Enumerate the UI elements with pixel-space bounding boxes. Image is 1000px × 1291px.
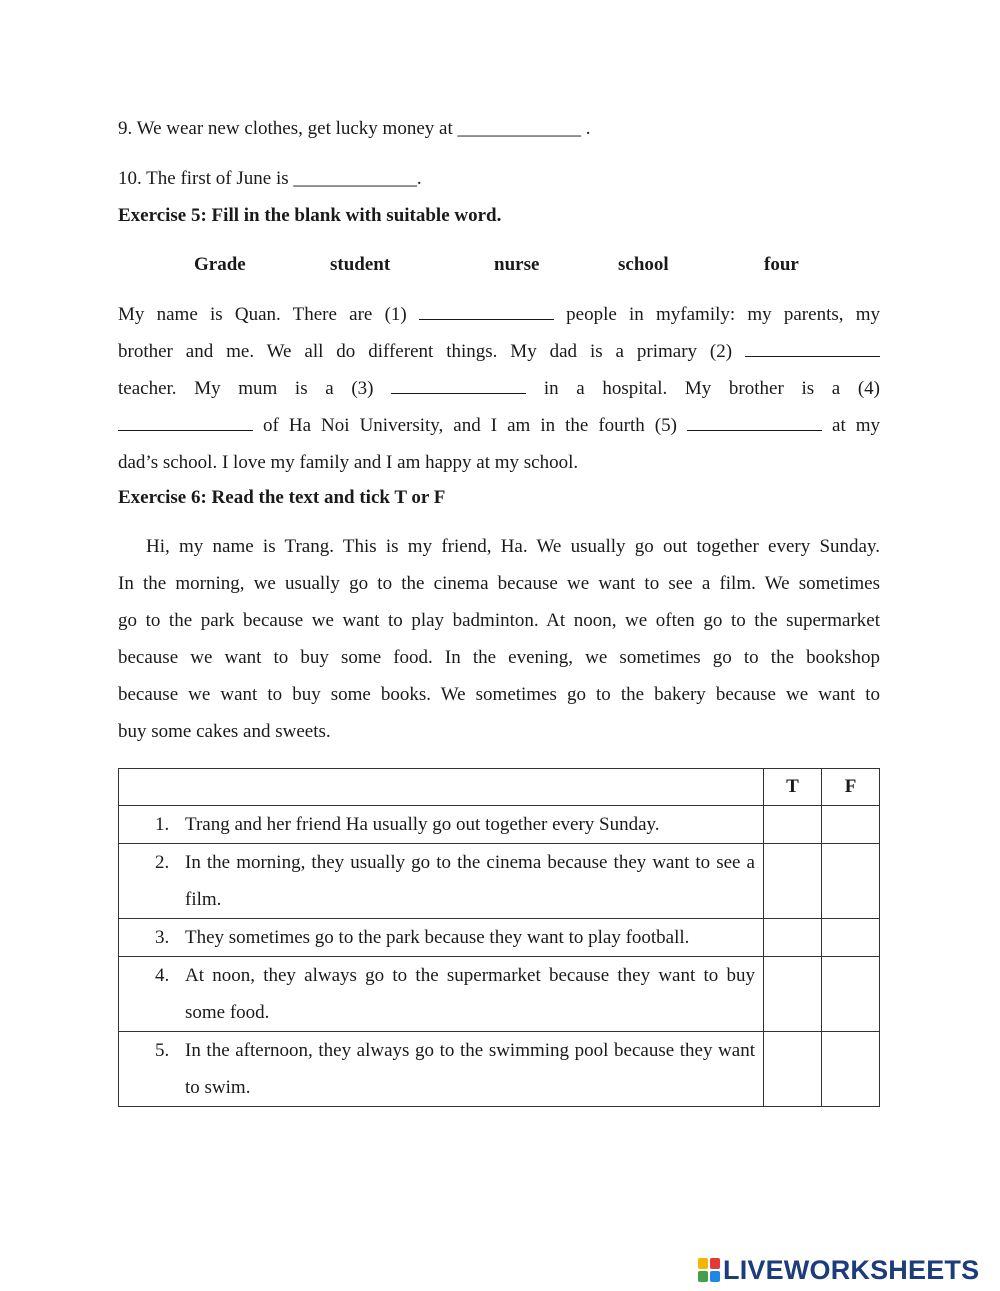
word-bank-school: school <box>618 254 669 275</box>
tick-t-3[interactable] <box>764 919 822 957</box>
passage-text: of Ha Noi University, and I am in the fourth (5) <box>263 415 677 436</box>
word-bank-four: four <box>764 254 799 275</box>
statement-text: At noon, they always go to the supermarket because they want to buy some food. <box>185 965 755 1023</box>
tick-f-5[interactable] <box>822 1032 880 1107</box>
blank-5[interactable] <box>687 416 822 431</box>
table-row <box>119 1032 880 1107</box>
statement-text: In the morning, they usually go to the cinema because they want to see a film. <box>185 852 755 910</box>
passage-text: My name is Quan. There are (1) <box>118 304 407 325</box>
blank-4[interactable] <box>118 416 253 431</box>
table-row <box>119 919 880 957</box>
passage-text: in a hospital. My brother is a (4) <box>543 378 880 399</box>
passage-text: go to the park because we want to play badminton. At noon, we often go to the supermarket <box>118 610 880 631</box>
statement-text: In the afternoon, they always go to the swimming pool because they want to swim. <box>185 1040 755 1098</box>
tick-f-4[interactable] <box>822 957 880 1032</box>
true-false-table <box>118 768 880 1107</box>
exercise-6-heading: Exercise 6: Read the text and tick T or F <box>118 487 446 508</box>
tick-t-2[interactable] <box>764 844 822 919</box>
statement-number: 1. <box>155 814 170 835</box>
blank-1[interactable] <box>419 305 554 320</box>
table-header-row <box>119 769 880 806</box>
header-f: F <box>822 769 880 806</box>
passage-text: In the morning, we usually go to the cinema because we want to see a film. We sometimes <box>118 573 880 594</box>
statement-number: 5. <box>155 1040 170 1061</box>
logo-text: LIVEWORKSHEETS <box>723 1254 980 1285</box>
tick-t-5[interactable] <box>764 1032 822 1107</box>
exercise-5-passage <box>118 296 880 481</box>
logo-blocks-icon <box>698 1258 720 1282</box>
table-row <box>119 844 880 919</box>
passage-text: buy some cakes and sweets. <box>118 721 331 742</box>
liveworksheets-logo <box>698 1254 979 1286</box>
header-blank-cell <box>119 769 764 806</box>
header-t: T <box>764 769 822 806</box>
blank-3[interactable] <box>391 379 526 394</box>
statement-number: 2. <box>155 852 170 873</box>
passage-text: brother and me. We all do different things. My dad is a primary (2) <box>118 341 733 362</box>
passage-text: teacher. My mum is a (3) <box>118 378 374 399</box>
table-row <box>119 957 880 1032</box>
passage-text: dad’s school. I love my family and I am happy at my school. <box>118 452 579 473</box>
question-10: 10. The first of June is _____________. <box>118 168 422 189</box>
statement-number: 4. <box>155 965 170 986</box>
tick-f-1[interactable] <box>822 806 880 844</box>
statement-cell <box>119 919 764 957</box>
exercise-6-passage <box>118 528 880 750</box>
tick-t-4[interactable] <box>764 957 822 1032</box>
word-bank-nurse: nurse <box>494 254 540 275</box>
passage-text: because we want to buy some food. In the evening, we sometimes go to the bookshop <box>118 647 880 668</box>
passage-text: people in myfamily: my parents, my <box>566 304 880 325</box>
word-bank-student: student <box>330 254 391 275</box>
tick-f-2[interactable] <box>822 844 880 919</box>
exercise-5-heading: Exercise 5: Fill in the blank with suitable word. <box>118 205 502 226</box>
blank-2[interactable] <box>745 342 880 357</box>
statement-text: Trang and her friend Ha usually go out together every Sunday. <box>185 814 660 835</box>
statement-cell <box>119 1032 764 1107</box>
tick-t-1[interactable] <box>764 806 822 844</box>
passage-text: because we want to buy some books. We sometimes go to the bakery because we want to <box>118 684 880 705</box>
statement-cell <box>119 806 764 844</box>
passage-text: at my <box>832 415 881 436</box>
tick-f-3[interactable] <box>822 919 880 957</box>
statement-number: 3. <box>155 927 170 948</box>
passage-text: Hi, my name is Trang. This is my friend, Ha. We usually go out together every Sunday. <box>146 536 880 557</box>
statement-text: They sometimes go to the park because they want to play football. <box>185 927 690 948</box>
question-9: 9. We wear new clothes, get lucky money at _____________ . <box>118 118 591 139</box>
statement-cell <box>119 844 764 919</box>
statement-cell <box>119 957 764 1032</box>
word-bank-grade: Grade <box>194 254 246 275</box>
table-row <box>119 806 880 844</box>
